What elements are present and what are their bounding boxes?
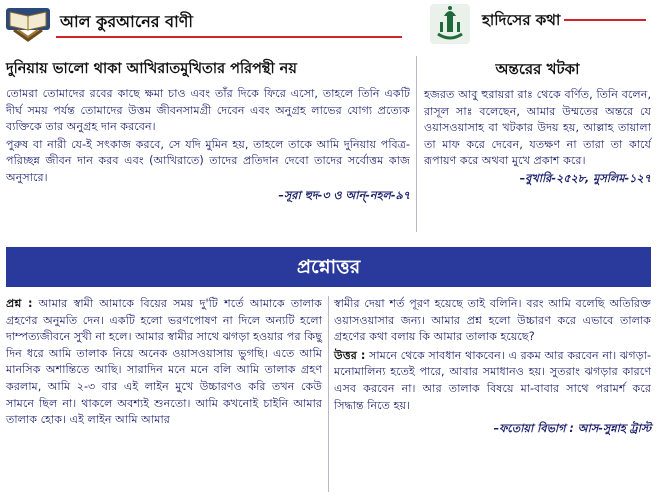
qa-answer-column	[334, 296, 651, 439]
question-paragraph	[6, 296, 322, 429]
question-text: আমার স্বামী আমাকে বিয়ের সময় দু'টি শর্তে আমাকে তালাক গ্রহণের অনুমতি দেন। একটি হলো ভরণপোষণ না দিলে অন্যটি হলো দাম্পত্যজীবনে সুখী না হলে। আমার স্বামীর সাথে ঝগড়া হওয়ার পর কিছু দিন ধরে আমি তালাক নিয়ে অনেক ওয়াসওয়াসায় ভুগছি। এতে আমি মানসিক অশান্তিতে আছি। সারাদিন মনে মনে বলি আমি তালাক গ্রহণ করলাম, আমি ২-৩ বার এই লাইন মুখে উচ্চারণও করি তখন কেউ সামনে ছিল না। থাকলে অবশ্যই শুনতো। আমি কখনোই চাইনি আমার তালাক হোক। এই লাইন আমি আমার	[6, 297, 322, 427]
hadith-article-title: অন্তরের খটকা	[495, 60, 580, 78]
qa-source: –ফতোয়া বিভাগ : আস-সুন্নাহ ট্রাস্ট	[493, 422, 651, 436]
question-label: প্রশ্ন :	[6, 297, 33, 310]
hadith-article	[424, 58, 651, 187]
answer-paragraph	[334, 348, 651, 414]
hadith-header	[424, 0, 657, 48]
quran-book-icon	[4, 4, 52, 42]
hadith-header-title: হাদিসের কথা	[482, 11, 561, 29]
quran-source: –সূরা হুদ-৩ ও আন্‌-নহল-৯৭	[278, 188, 410, 202]
qa-banner	[6, 247, 651, 287]
qa-question-column	[6, 296, 322, 429]
hadith-source: –বুখারি-২৫২৮, মুসলিম-১২৭	[519, 171, 651, 185]
hadith-header-rule	[564, 19, 646, 21]
quran-header-title: আল কুরআনের বাণী	[60, 12, 193, 31]
quran-verse-paragraph: তোমরা তোমাদের রবের কাছে ক্ষমা চাও এবং তাঁর দিকে ফিরে এসো, তাহলে তিনি একটি দীর্ঘ সময় পর্যন্ত তোমাদের উত্তম জীবনসামগ্রী দেবেন এবং অনুগ্রহ লাভের যোগ্য প্রত্যেক ব্যক্তিকে তার অনুগ্রহ দান করবেন।	[6, 87, 410, 134]
quran-article	[6, 58, 410, 204]
column-divider	[416, 56, 417, 232]
qa-column-divider	[328, 296, 329, 492]
question-continued: স্বামীর দেয়া শর্ত পূরণ হয়েছে তাই বলিনি। বরং আমি বলেছি অতিরিক্ত ওয়াসওয়াসার জন্য। আমার প্রশ্ন হলো উচ্চারণ করে এভাবে তালাক গ্রহণের কথা বলায় কি আমার তালাক হয়েছে?	[334, 297, 651, 344]
quran-article-title: দুনিয়ায় ভালো থাকা আখিরাতমুখিতার পরিপন্থী নয়	[6, 61, 297, 77]
hadith-paragraph: হজরত আবু হুরায়রা রাঃ থেকে বর্ণিত, তিনি বলেন, রাসূল সাঃ বলেছেন, আমার উম্মতের অন্তরে যে ওয়াসওয়াসাহ বা খটকার উদয় হয়, আল্লাহ তায়ালা তা মাফ করে দেবেন, যতক্ষণ না তারা তা কার্যে রূপায়ণ করে অথবা মুখে প্রকাশ করে।	[424, 88, 651, 168]
qa-banner-title: প্রশ্নোত্তর	[296, 256, 361, 278]
hadith-emblem-icon	[430, 4, 470, 44]
answer-label: উত্তর :	[334, 348, 366, 362]
quran-header	[0, 0, 415, 48]
quran-verse-paragraph: পুরুষ বা নারী যে-ই সৎকাজ করবে, সে যদি মুমিন হয়, তাহলে তাকে আমি দুনিয়ায় পবিত্র-পরিচ্ছন্ন জীবন দান করব এবং (আখিরাতে) তাদের প্রতিদান দেবো তাদের সর্বোত্তম কাজ অনুসারে।	[6, 137, 410, 184]
quran-header-rule	[56, 36, 402, 38]
answer-text: সামনে থেকে সাবধান থাকবেন। এ রকম আর করবেন না। ঝগড়া-মনোমালিন্য হতেই পারে, আবার সমাধানও হয়। সুতরাং ঝগড়ার কারণে এসব করবেন না। আর তালাক বিষয়ে মা-বাবার সাথে পরামর্শ করে সিদ্ধান্ত নিতে হয়।	[334, 348, 651, 412]
